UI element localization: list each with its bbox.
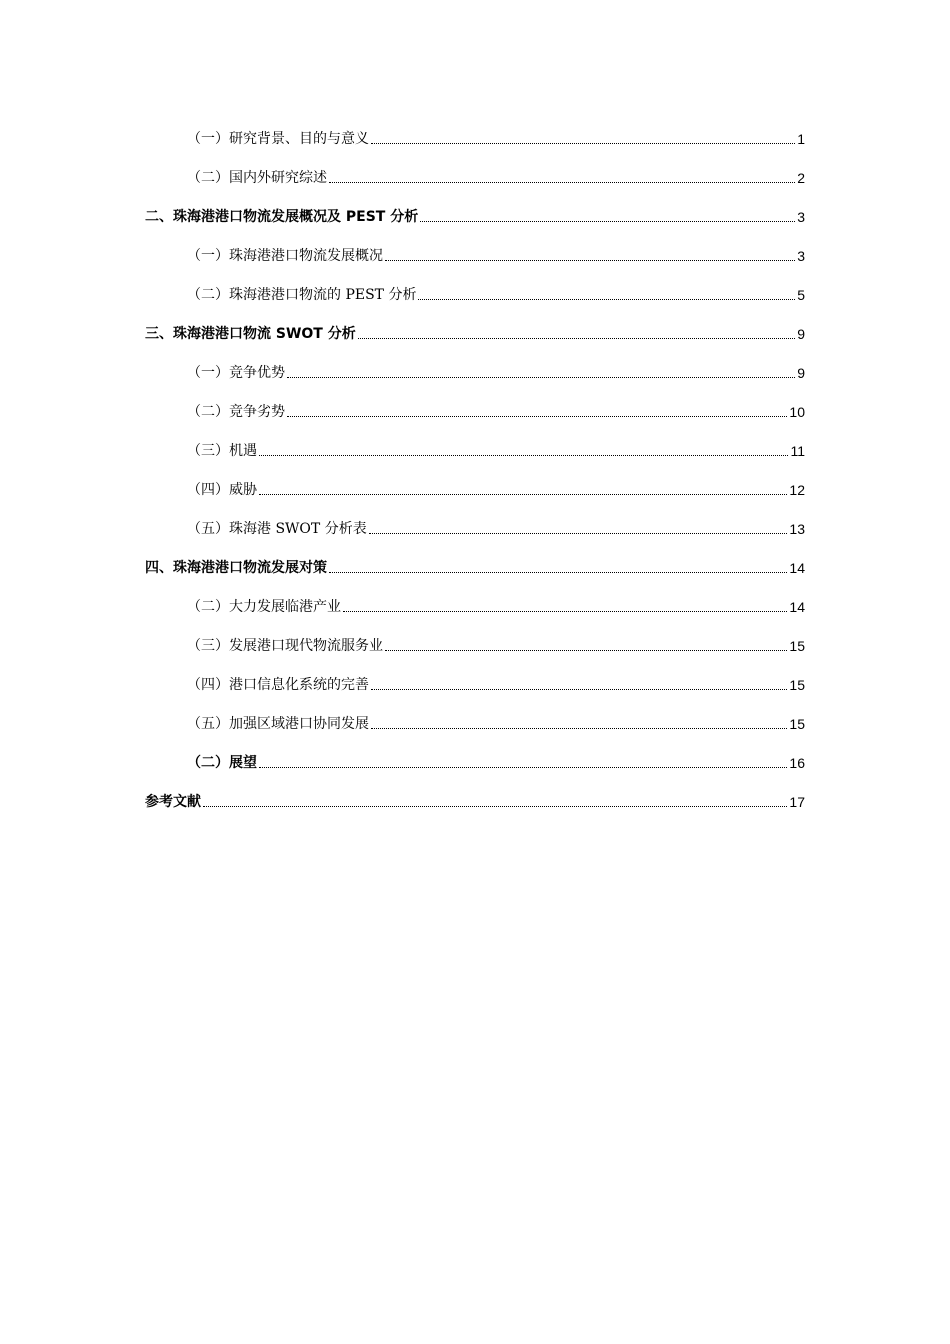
- toc-leader-dots: [371, 727, 787, 729]
- toc-page-number: 17: [789, 794, 805, 810]
- toc-leader-dots: [287, 376, 795, 378]
- toc-entry[interactable]: [0, 709, 950, 733]
- toc-page-number: 16: [789, 755, 805, 771]
- toc-leader-dots: [259, 493, 787, 495]
- toc-entry-title: （四）威胁: [187, 482, 257, 498]
- toc-page-number: 11: [790, 443, 805, 459]
- toc-page-number: 15: [789, 716, 805, 732]
- toc-entry[interactable]: [0, 592, 950, 616]
- toc-page-number: 3: [797, 248, 805, 264]
- toc-entry[interactable]: [0, 202, 950, 226]
- toc-page-number: 10: [789, 404, 805, 420]
- toc-leader-dots: [287, 415, 787, 417]
- toc-page-number: 5: [797, 287, 805, 303]
- toc-entry-title: （二）竞争劣势: [187, 404, 285, 420]
- toc-leader-dots: [329, 571, 787, 573]
- toc-entry-title: （一）珠海港港口物流发展概况: [187, 248, 383, 264]
- toc-page-number: 14: [789, 599, 805, 615]
- toc-page-number: 3: [797, 209, 805, 225]
- toc-entry[interactable]: [0, 397, 950, 421]
- toc-entry-title: （二）大力发展临港产业: [187, 599, 341, 615]
- toc-entry-title: （一）研究背景、目的与意义: [187, 131, 369, 147]
- toc-entry[interactable]: [0, 748, 950, 772]
- toc-page-number: 15: [789, 638, 805, 654]
- toc-entry[interactable]: [0, 163, 950, 187]
- toc-leader-dots: [343, 610, 787, 612]
- toc-entry[interactable]: [0, 280, 950, 304]
- toc-leader-dots: [259, 454, 788, 456]
- toc-entry-title: （五）珠海港 SWOT 分析表: [187, 521, 367, 537]
- toc-entry[interactable]: [0, 553, 950, 577]
- toc-entry-title: （二）珠海港港口物流的 PEST 分析: [187, 287, 417, 303]
- toc-entry[interactable]: [0, 787, 950, 811]
- toc-entry[interactable]: [0, 241, 950, 265]
- toc-entry[interactable]: [0, 436, 950, 460]
- toc-leader-dots: [259, 766, 787, 768]
- toc-entry[interactable]: [0, 631, 950, 655]
- toc-entry-title: 二、珠海港港口物流发展概况及 PEST 分析: [145, 209, 419, 225]
- toc-leader-dots: [371, 688, 787, 690]
- toc-page-number: 9: [797, 365, 805, 381]
- toc-leader-dots: [418, 298, 795, 300]
- toc-leader-dots: [420, 220, 795, 222]
- toc-entry[interactable]: [0, 124, 950, 148]
- toc-entry-title: （四）港口信息化系统的完善: [187, 677, 369, 693]
- toc-entry[interactable]: [0, 475, 950, 499]
- toc-leader-dots: [203, 805, 787, 807]
- toc-page-number: 13: [789, 521, 805, 537]
- toc-entry-title: （三）机遇: [187, 443, 257, 459]
- toc-leader-dots: [369, 532, 788, 534]
- toc-leader-dots: [371, 142, 795, 144]
- toc-entry[interactable]: [0, 319, 950, 343]
- toc-entry-title: 三、珠海港港口物流 SWOT 分析: [145, 326, 356, 342]
- toc-page-number: 15: [789, 677, 805, 693]
- toc-page-number: 9: [797, 326, 805, 342]
- toc-leader-dots: [385, 259, 795, 261]
- toc-leader-dots: [385, 649, 787, 651]
- toc-page-number: 1: [797, 131, 805, 147]
- toc-page-number: 2: [797, 170, 805, 186]
- toc-entry-title: 参考文献: [145, 794, 201, 810]
- toc-entry[interactable]: [0, 670, 950, 694]
- toc-entry-title: （一）竞争优势: [187, 365, 285, 381]
- toc-leader-dots: [329, 181, 795, 183]
- toc-entry[interactable]: [0, 358, 950, 382]
- toc-entry-title: （二）展望: [187, 755, 257, 771]
- toc-entry-title: （五）加强区域港口协同发展: [187, 716, 369, 732]
- toc-page-number: 14: [789, 560, 805, 576]
- toc-entry[interactable]: [0, 514, 950, 538]
- toc-page-number: 12: [789, 482, 805, 498]
- toc-leader-dots: [358, 337, 795, 339]
- toc-entry-title: 四、珠海港港口物流发展对策: [145, 560, 327, 576]
- toc-entry-title: （二）国内外研究综述: [187, 170, 327, 186]
- toc-entry-title: （三）发展港口现代物流服务业: [187, 638, 383, 654]
